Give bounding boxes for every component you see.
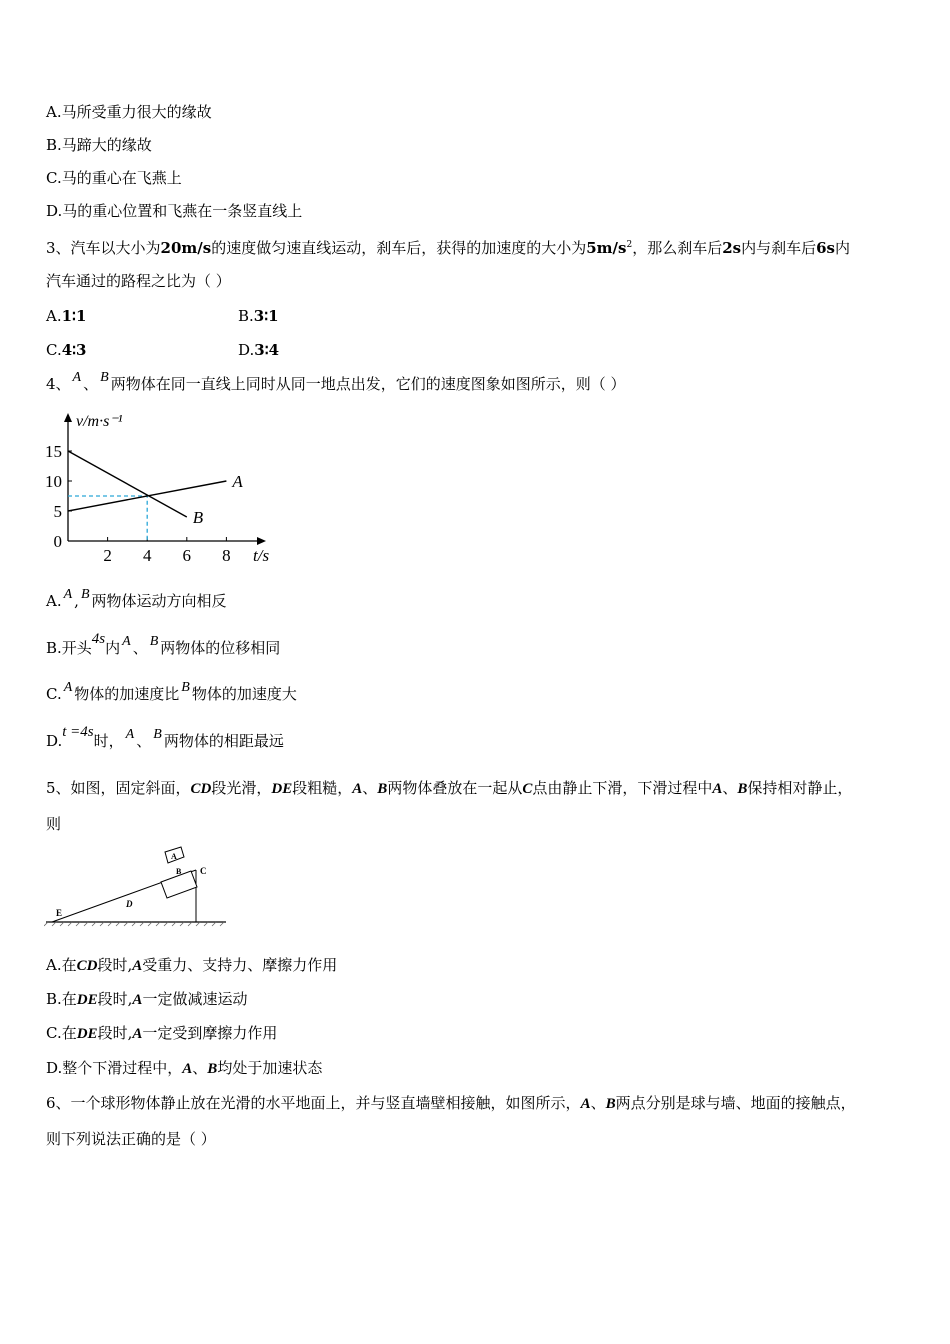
series-label-B: B [192,508,204,527]
q4-velocity-chart [44,404,284,564]
y-tick-label-0: 0 [53,532,62,551]
fig-label-a: A [171,852,177,861]
q2-option-c: C.马的重心在飞燕上 [46,169,182,187]
y-axis-label: v/m·s⁻¹ [76,413,123,430]
q4-option-b: B.开头4s内 A 、 B 两物体的位移相同 [46,631,281,657]
q4-option-c: C. A 物体的加速度比 B 物体的加速度大 [46,680,297,703]
q4-option-a: A. A , B 两物体运动方向相反 [46,587,227,610]
q5-option-d: D.整个下滑过程中，A、B均处于加速状态 [46,1059,323,1077]
y-axis-arrow [64,413,72,422]
y-tick-label-10: 10 [45,472,62,491]
x-tick-label-6: 6 [182,546,192,564]
fig-label-e: E [56,908,63,918]
fig-label-c: C [200,866,207,876]
q3-option-b: B.3∶1 [238,307,279,325]
q5-option-a: A.在CD段时,A受重力、支持力、摩擦力作用 [46,956,338,974]
x-tick-label-8: 8 [222,546,231,564]
q3-stem-line1: 3、汽车以大小为20m/s的速度做匀速直线运动，刹车后，获得的加速度的大小为$5m/s^2$，那么刹车后2s内与刹车后6s内 [46,239,851,257]
series-label-A: A [232,472,243,491]
fig-label-b: B [176,867,182,876]
q5-stem-line1: 5、如图，固定斜面，CD段光滑，DE段粗糙，A、B两物体叠放在一起从C点由静止下滑，下滑过程中A、B保持相对静止， [46,779,853,797]
q6-stem-line1: 6、一个球形物体静止放在光滑的水平地面上，并与竖直墙壁相接触，如图所示，A、B两点分别是球与墙、地面的接触点， [46,1094,856,1112]
x-tick-label-4: 4 [142,546,152,564]
q4-option-d: D.t =4s时， A 、 B 两物体的相距最远 [46,724,284,750]
x-tick-label-2: 2 [103,546,112,564]
y-tick-label-15: 15 [45,442,62,461]
q3-stem-line2: 汽车通过的路程之比为（ ） [46,272,231,290]
q3-option-c: C.4∶3 [46,341,87,359]
q5-option-b: B.在DE段时,A一定做减速运动 [46,990,248,1008]
q3-option-a: A.1∶1 [46,307,87,325]
x-axis-label: t/s [253,546,270,564]
y-tick-label-5: 5 [53,502,62,521]
q5-incline-figure [44,842,234,932]
intersection-guide [68,496,147,541]
q5-stem-line2: 则 [46,815,62,833]
q5-option-c: C.在DE段时,A一定受到摩擦力作用 [46,1024,278,1042]
q2-option-d: D.马的重心位置和飞燕在一条竖直线上 [46,202,303,220]
q6-stem-line2: 则下列说法正确的是（ ） [46,1130,216,1148]
q3-option-d: D.3∶4 [238,341,280,359]
fig-label-d: D [126,899,133,909]
q2-option-a: A.马所受重力很大的缘故 [46,103,212,121]
q2-option-b: B.马蹄大的缘故 [46,136,152,154]
q4-stem: 4、 A 、 B 两物体在同一直线上同时从同一地点出发，它们的速度图象如图所示，则（ ） [46,370,626,393]
x-axis-arrow [257,537,266,545]
